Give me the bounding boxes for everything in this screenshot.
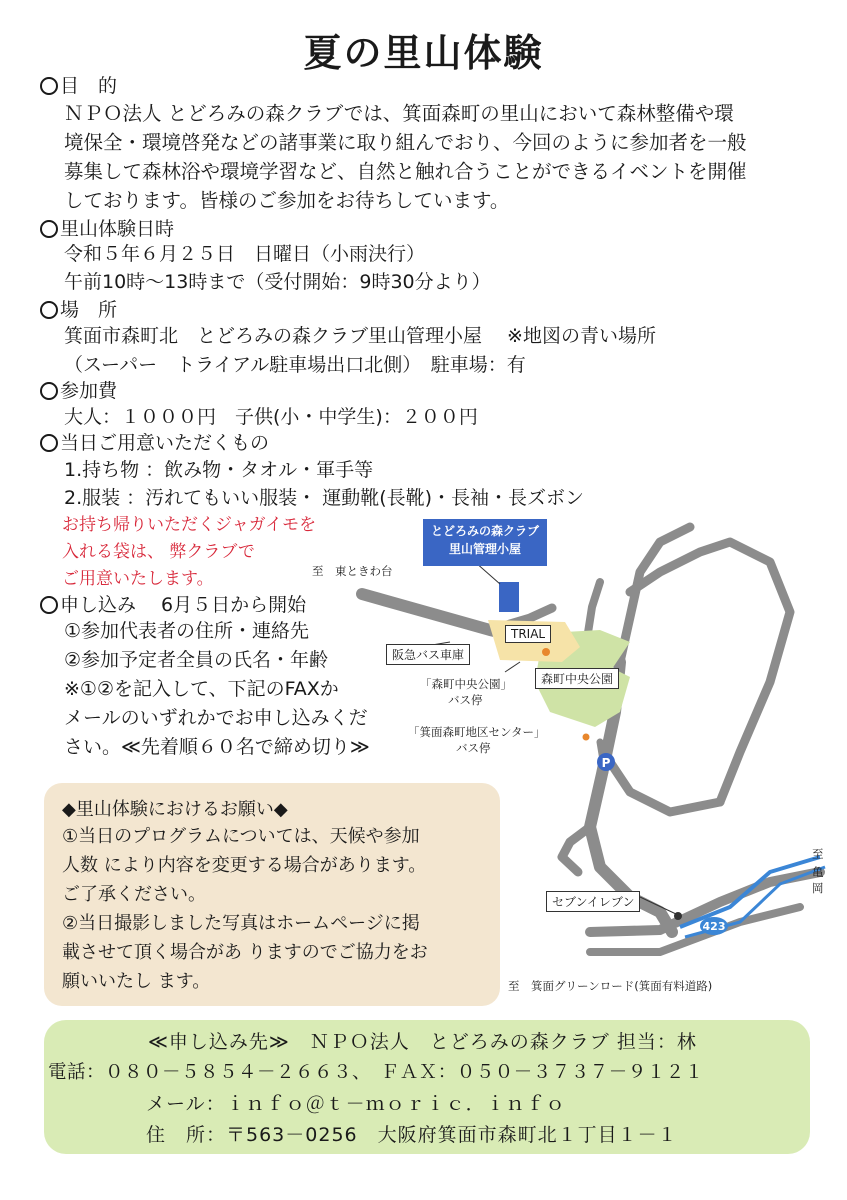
bus-stop-2-label: 「箕面森町地区センター」: [408, 725, 546, 739]
bus-stop-2-sub: バス停: [456, 741, 491, 755]
section-datetime-heading: [40, 215, 174, 243]
circle-bullet-icon: [40, 434, 58, 452]
purpose-line: 募集して森林浴や環境学習など、自然と触れ合うことができるイベントを開催: [64, 160, 747, 183]
circle-bullet-icon: [40, 301, 58, 319]
notice-line: ①当日のプログラムについては、天候や参加: [62, 826, 420, 847]
to-kameoka-label: 岡: [812, 881, 824, 895]
contact-address: 住 所：〒563－0256 大阪府箕面市森町北１丁目１－１: [146, 1124, 678, 1146]
contact-phone-fax[interactable]: 電話：０８０－５８５４－２６６３、 ＦＡＸ：０５０－３７３７－９１２１: [48, 1062, 704, 1083]
bring-red-note: お持ち帰りいただくジャガイモを: [62, 515, 317, 535]
to-green-road-label: 至 箕面グリーンロード(箕面有料道路): [508, 979, 713, 993]
section-heading-text: 申し込み 6月５日から開始: [60, 594, 307, 616]
trial-label: TRIAL: [505, 625, 551, 643]
purpose-line: ＮＰＯ法人 とどろみの森クラブでは、箕面森町の里山において森林整備や環: [64, 102, 734, 125]
circle-bullet-icon: [40, 382, 58, 400]
fee-line: 大人：１０００円 子供(小・中学生)：２００円: [64, 406, 478, 428]
hut-marker: [499, 582, 519, 612]
bus-stop-marker: [583, 734, 590, 741]
to-kameoka-label: 至: [812, 847, 824, 861]
place-line: （スーパー トライアル駐車場出口北側） 駐車場：有: [64, 354, 526, 376]
apply-line: さい。≪先着順６０名で締め切り≫: [64, 736, 370, 758]
place-line: 箕面市森町北 とどろみの森クラブ里山管理小屋 ※地図の青い場所: [64, 325, 656, 347]
bus-stop-1-label: 「森町中央公園」: [420, 677, 512, 691]
page-title: 夏の里山体験: [303, 31, 544, 75]
to-kameoka-label: 亀: [812, 865, 824, 879]
notice-line: 願いいたし ます。: [62, 971, 211, 992]
section-heading-text: 場 所: [60, 299, 118, 321]
contact-email[interactable]: メール：ｉｎｆｏ＠ｔ－ｍｏｒｉｃ．ｉｎｆｏ: [146, 1093, 566, 1115]
hankyu-label: 阪急バス車庫: [386, 644, 470, 665]
section-heading-text: 里山体験日時: [60, 218, 175, 240]
section-heading-text: 当日ご用意いただくもの: [60, 432, 270, 454]
apply-line: ※①②を記入して、下記のFAXか: [64, 678, 339, 700]
to-higashi-label: 至 東ときわ台: [312, 564, 393, 578]
section-heading-text: 参加費: [60, 380, 118, 402]
route-number: 423: [702, 920, 726, 933]
section-fee-heading: [40, 377, 117, 405]
circle-bullet-icon: [40, 220, 58, 238]
apply-line: ②参加予定者全員の氏名・年齢: [64, 649, 329, 671]
notice-line: ②当日撮影しました写真はホームページに掲: [62, 913, 420, 934]
bring-red-note: ご用意いたします。: [62, 569, 214, 589]
notice-heading: ◆里山体験におけるお願い◆: [62, 799, 288, 820]
section-purpose-heading: [40, 72, 117, 100]
hut-label-line: 里山管理小屋: [448, 542, 521, 556]
bring-red-note: 入れる袋は、 弊クラブで: [62, 542, 255, 562]
apply-line: ①参加代表者の住所・連絡先: [64, 620, 310, 642]
section-place-heading: [40, 296, 117, 324]
section-bring-heading: [40, 429, 269, 457]
datetime-line: 午前10時～13時まで（受付開始：9時30分より）: [64, 271, 491, 293]
notice-line: 載させて頂く場合があ りますのでご協力をお: [62, 942, 428, 963]
contact-heading: ≪申し込み先≫ ＮＰＯ法人 とどろみの森クラブ 担当：林: [148, 1031, 697, 1053]
notice-line: 人数 により内容を変更する場合があります。: [62, 855, 427, 876]
circle-bullet-icon: [40, 596, 58, 614]
hut-label-box: [423, 519, 547, 566]
apply-line: メールのいずれかでお申し込みくだ: [64, 707, 368, 729]
section-heading-text: 目 的: [60, 75, 118, 97]
parking-letter: P: [601, 756, 611, 770]
circle-bullet-icon: [40, 77, 58, 95]
hut-label-line: とどろみの森クラブ: [430, 524, 539, 538]
bus-stop-1-sub: バス停: [448, 693, 483, 707]
purpose-line: しております。皆様のご参加をお待ちしています。: [64, 189, 510, 212]
park-label: 森町中央公園: [535, 668, 619, 689]
section-apply-heading: [40, 591, 306, 619]
bring-line: 2.服装 ：汚れてもいい服装・ 運動靴(長靴)・長袖・長ズボン: [64, 487, 585, 509]
purpose-line: 境保全・環境啓発などの諸事業に取り組んでおり、今回のように参加者を一般: [64, 131, 747, 154]
bus-stop-marker: [542, 648, 550, 656]
seven-eleven-label: セブンイレブン: [546, 891, 640, 912]
bring-line: 1.持ち物 ：飲み物・タオル・軍手等: [64, 459, 374, 481]
datetime-line: 令和５年６月２５日 日曜日（小雨決行）: [64, 243, 426, 265]
notice-line: ご了承ください。: [62, 884, 206, 905]
